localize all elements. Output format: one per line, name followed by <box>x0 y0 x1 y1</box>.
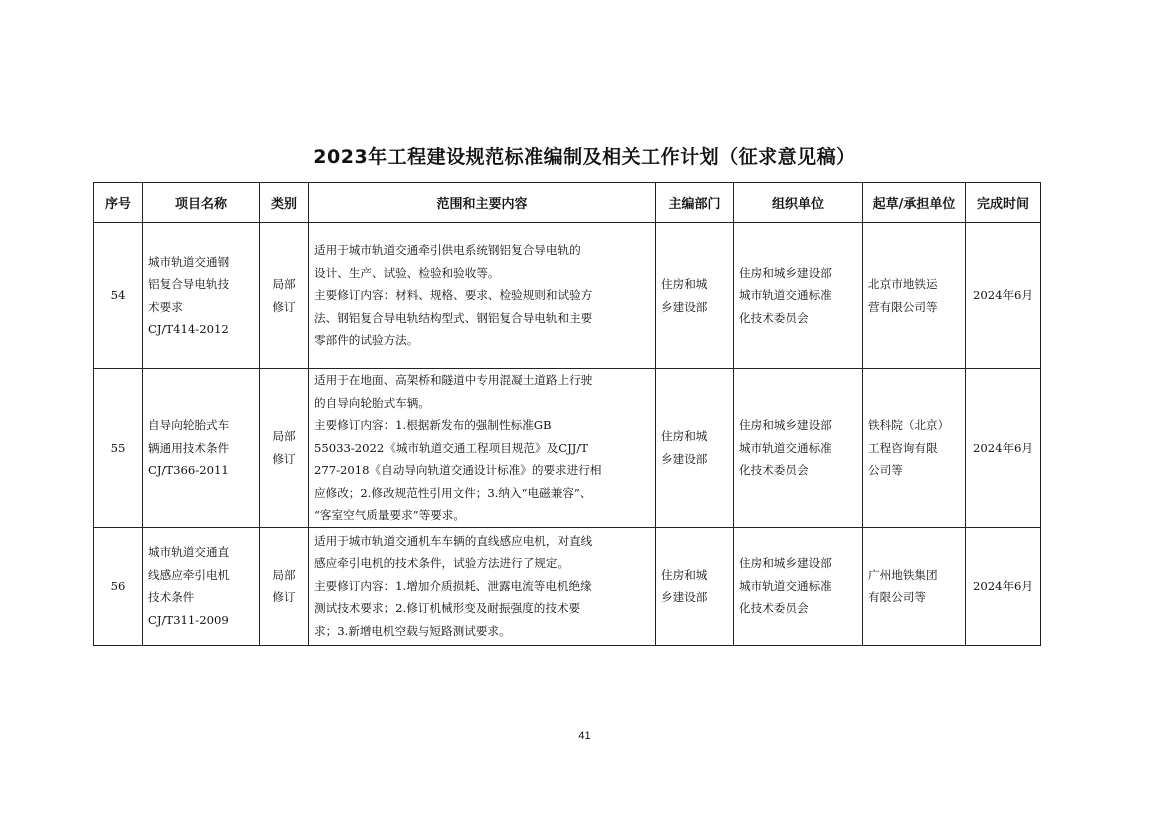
chief-dept-line: 乡建设部 <box>661 590 708 604</box>
project-name-line: 线感应牵引电机 <box>148 567 230 582</box>
project-code-line: CJ/T414-2012 <box>148 322 229 336</box>
header-chief-dept: 主编部门 <box>656 183 734 223</box>
organizer-line: 化技术委员会 <box>739 463 809 477</box>
scope-line: 求；3.新增电机空载与短路测试要求。 <box>314 623 511 638</box>
scope-line: 应修改；2.修改规范性引用文件；3.纳入“电磁兼容”、 <box>314 485 592 500</box>
chief-dept-cell <box>656 369 734 528</box>
organizer-line: 住房和城乡建设部 <box>739 265 832 280</box>
scope-line: 设计、生产、试验、检验和验收等。 <box>314 265 500 280</box>
scope-line: 适用于城市轨道交通机车车辆的直线感应电机，对直线 <box>314 533 593 548</box>
work-plan-table <box>93 182 1041 646</box>
organizer-line: 城市轨道交通标准 <box>739 288 832 303</box>
category-line: 局部 <box>272 429 296 444</box>
project-name-line: 铝复合导电轨技 <box>148 277 230 291</box>
project-name-line: 技术条件 <box>148 590 195 604</box>
scope-cell <box>309 369 656 528</box>
organizer-line: 城市轨道交通标准 <box>739 440 832 455</box>
row-number: 55 <box>94 369 143 528</box>
scope-line: 主要修订内容：1.增加介质损耗、泄露电流等电机绝缘 <box>314 578 592 593</box>
project-name-line: 自导向轮胎式车 <box>148 418 230 432</box>
organizer-line: 住房和城乡建设部 <box>739 556 832 571</box>
header-project-name: 项目名称 <box>143 183 260 223</box>
scope-line: 零部件的试验方法。 <box>314 333 419 348</box>
chief-dept-cell <box>656 527 734 645</box>
scope-cell <box>309 527 656 645</box>
category-cell <box>260 369 309 528</box>
scope-line: 法、钢铝复合导电轨结构型式、钢铝复合导电轨和主要 <box>314 310 593 325</box>
project-code-line: CJ/T311-2009 <box>148 612 229 627</box>
scope-line: 感应牵引电机的技术条件，试验方法进行了规定。 <box>314 556 570 571</box>
chief-dept-line: 住房和城 <box>661 277 708 291</box>
page-title: 2023年工程建设规范标准编制及相关工作计划（征求意见稿） <box>313 146 856 168</box>
project-code-line: CJ/T366-2011 <box>148 463 229 477</box>
row-number: 54 <box>94 223 143 369</box>
organizer-line: 化技术委员会 <box>739 601 809 616</box>
drafter-line: 北京市地铁运 <box>868 277 938 291</box>
drafter-line: 铁科院（北京） <box>868 418 950 432</box>
page-number: 41 <box>578 730 591 742</box>
scope-line: 55033-2022《城市轨道交通工程项目规范》及CJJ/T <box>314 440 589 455</box>
header-drafter: 起草/承担单位 <box>863 183 966 223</box>
deadline-cell: 2024年6月 <box>966 223 1041 369</box>
project-name-line: 辆通用技术条件 <box>148 440 230 455</box>
project-name-cell <box>143 527 260 645</box>
project-name-line: 城市轨道交通钢 <box>148 254 230 269</box>
organizer-line: 住房和城乡建设部 <box>739 418 832 432</box>
deadline-cell: 2024年6月 <box>966 527 1041 645</box>
organizer-line: 城市轨道交通标准 <box>739 578 832 593</box>
scope-line: 主要修订内容：材料、规格、要求、检验规则和试验方 <box>314 288 593 303</box>
drafter-cell <box>863 369 966 528</box>
scope-line: 适用于城市轨道交通牵引供电系统钢铝复合导电轨的 <box>314 243 581 258</box>
drafter-cell <box>863 527 966 645</box>
project-name-line: 术要求 <box>148 299 183 314</box>
scope-line: 的自导向轮胎式车辆。 <box>314 395 430 410</box>
header-organizer: 组织单位 <box>734 183 863 223</box>
drafter-line: 工程咨询有限 <box>868 440 938 455</box>
table-row <box>94 223 1041 369</box>
deadline-cell: 2024年6月 <box>966 369 1041 528</box>
chief-dept-line: 住房和城 <box>661 429 708 444</box>
scope-line: “客室空气质量要求”等要求。 <box>314 508 465 522</box>
category-cell <box>260 223 309 369</box>
scope-cell <box>309 223 656 369</box>
category-line: 局部 <box>272 277 296 291</box>
drafter-line: 有限公司等 <box>868 590 926 604</box>
category-line: 修订 <box>272 451 296 466</box>
header-category: 类别 <box>260 183 309 223</box>
category-line: 局部 <box>272 567 296 582</box>
organizer-line: 化技术委员会 <box>739 310 809 325</box>
project-name-cell <box>143 223 260 369</box>
chief-dept-line: 住房和城 <box>661 567 708 582</box>
table-row <box>94 527 1041 645</box>
organizer-cell <box>734 369 863 528</box>
drafter-line: 营有限公司等 <box>868 299 938 314</box>
category-cell <box>260 527 309 645</box>
table-row <box>94 369 1041 528</box>
header-deadline: 完成时间 <box>966 183 1041 223</box>
header-scope: 范围和主要内容 <box>309 183 656 223</box>
scope-line: 测试技术要求；2.修订机械形变及耐振强度的技术要 <box>314 601 581 616</box>
drafter-cell <box>863 223 966 369</box>
table-header-row <box>94 183 1041 223</box>
scope-line: 主要修订内容：1.根据新发布的强制性标准GB <box>314 418 552 432</box>
scope-line: 适用于在地面、高架桥和隧道中专用混凝土道路上行驶 <box>314 373 593 387</box>
project-name-line: 城市轨道交通直 <box>148 545 230 559</box>
header-no: 序号 <box>94 183 143 223</box>
project-name-cell <box>143 369 260 528</box>
organizer-cell <box>734 223 863 369</box>
category-line: 修订 <box>272 590 296 604</box>
row-number: 56 <box>94 527 143 645</box>
drafter-line: 公司等 <box>868 463 903 477</box>
chief-dept-line: 乡建设部 <box>661 299 708 314</box>
drafter-line: 广州地铁集团 <box>868 567 938 582</box>
scope-line: 277-2018《自动导向轨道交通设计标准》的要求进行相 <box>314 463 602 477</box>
chief-dept-line: 乡建设部 <box>661 451 708 466</box>
category-line: 修订 <box>272 299 296 314</box>
chief-dept-cell <box>656 223 734 369</box>
organizer-cell <box>734 527 863 645</box>
